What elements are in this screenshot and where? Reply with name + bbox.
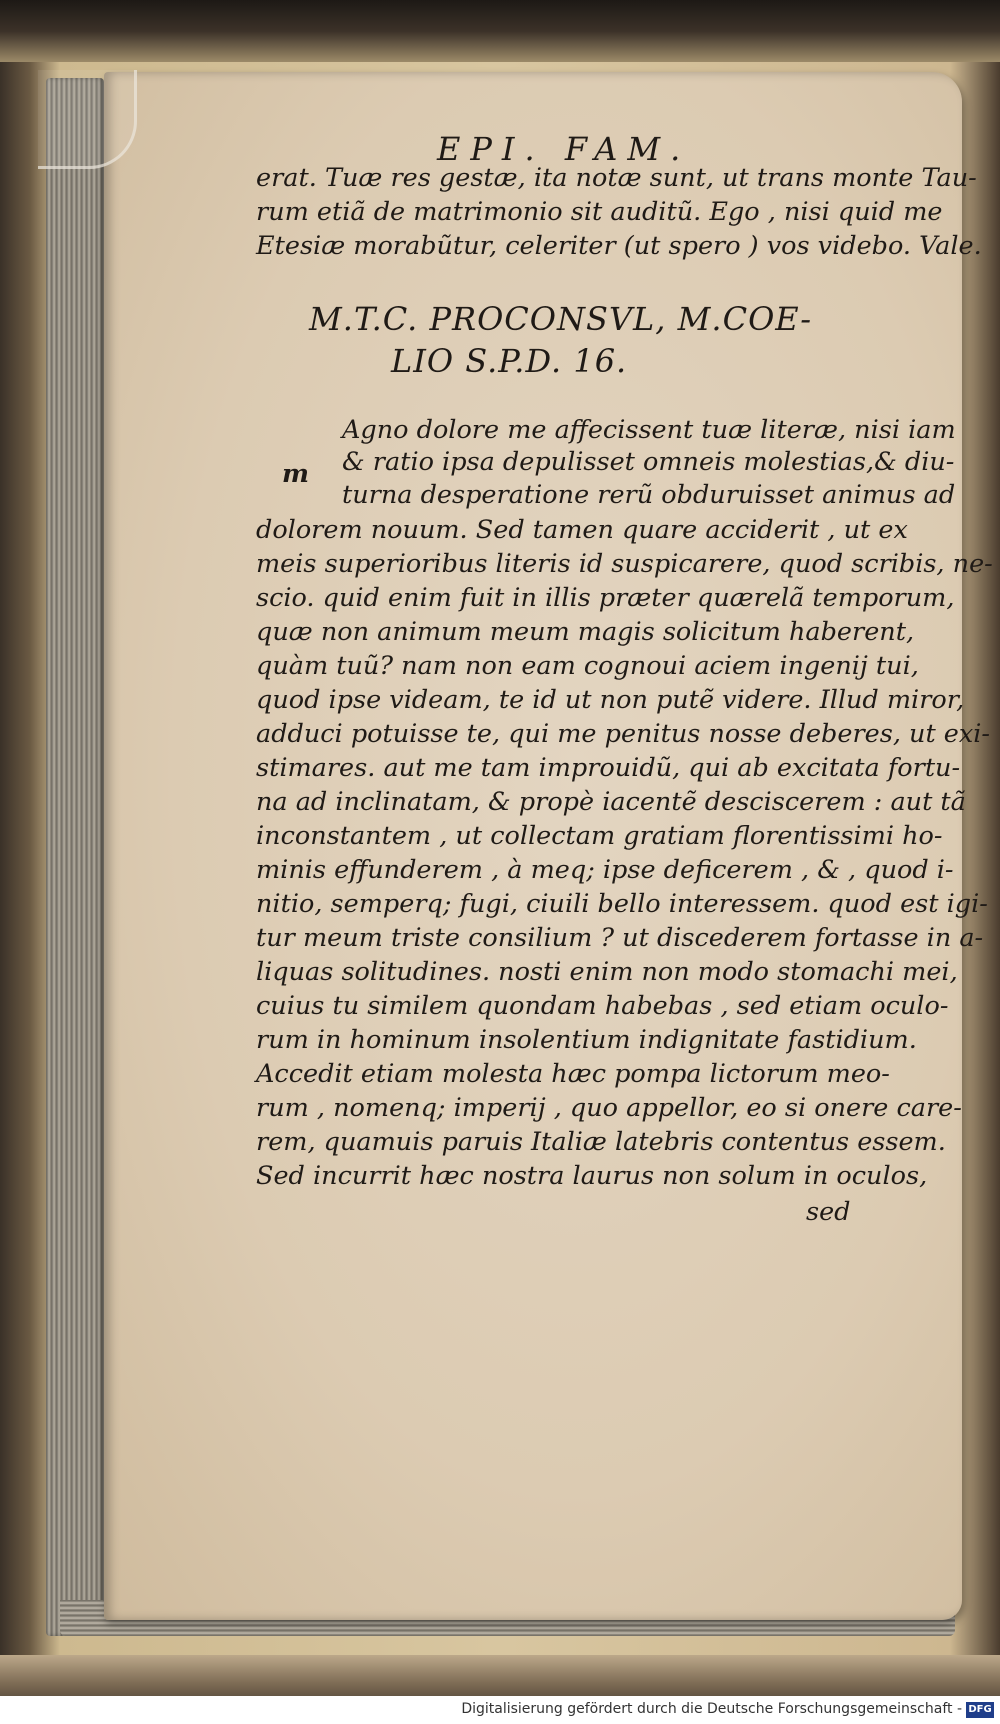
text-line: Sed incurrit hæc nostra laurus non solum in oculos, bbox=[256, 1161, 928, 1191]
text-line: erat. Tuæ res gestæ, ita notæ sunt, ut trans monte Tau- bbox=[256, 163, 977, 193]
text-line: scio. quid enim fuit in illis præter quærelã temporum, bbox=[256, 583, 955, 613]
text-line: rem, quamuis paruis Italiæ latebris contentus essem. bbox=[256, 1127, 946, 1157]
text-line: adduci potuisse te, qui me penitus nosse deberes, ut exi- bbox=[256, 719, 991, 749]
page-edges-left bbox=[46, 78, 104, 1636]
page-clip bbox=[38, 70, 137, 169]
text-line: Etesiæ morabũtur, celeriter (ut spero ) vos videbo. Vale. bbox=[256, 231, 982, 261]
text-line: quod ipse videam, te id ut non putẽ videre. Illud miror, bbox=[256, 685, 965, 715]
dfg-logo: DFG bbox=[966, 1702, 994, 1718]
text-line: quæ non animum meum magis solicitum haberent, bbox=[256, 617, 915, 647]
text-line: cuius tu similem quondam habebas , sed etiam oculo- bbox=[256, 991, 949, 1021]
digitization-credit: Digitalisierung gefördert durch die Deutsche Forschungsgemeinschaft - bbox=[461, 1701, 962, 1717]
text-line: na ad inclinatam, & propè iacentẽ desciscerem : aut tã bbox=[256, 787, 966, 817]
text-line: dolorem nouum. Sed tamen quare acciderit , ut ex bbox=[256, 515, 908, 545]
text-line: rum , nomenq; imperij , quo appellor, eo si onere care- bbox=[256, 1093, 962, 1123]
letter-heading-line: M.T.C. PROCONSVL, M.COE- bbox=[309, 300, 813, 338]
text-line: quàm tuũ? nam non eam cognoui aciem ingenij tui, bbox=[256, 651, 919, 681]
running-head: EPI. FAM. bbox=[437, 130, 691, 168]
text-line: inconstantem , ut collectam gratiam florentissimi ho- bbox=[256, 821, 943, 851]
text-line: nitio, semperq; fugi, ciuili bello interessem. quod est igi- bbox=[256, 889, 988, 919]
text-line: stimares. aut me tam improuidũ, qui ab excitata fortu- bbox=[256, 753, 961, 783]
text-line: rum in hominum insolentium indignitate fastidium. bbox=[256, 1025, 917, 1055]
text-line: liquas solitudines. nosti enim non modo stomachi mei, bbox=[256, 957, 958, 987]
text-line: Agno dolore me affecissent tuæ literæ, nisi iam bbox=[342, 415, 956, 445]
text-line: tur meum triste consilium ? ut discederem fortasse in a- bbox=[256, 923, 984, 953]
cover-board-top bbox=[0, 0, 1000, 62]
guide-letter: m bbox=[282, 459, 309, 489]
text-line: turna desperatione rerũ obduruisset animus ad bbox=[342, 480, 956, 510]
text-line: Accedit etiam molesta hæc pompa lictorum meo- bbox=[256, 1059, 890, 1089]
text-line: & ratio ipsa depulisset omneis molestias,& diu- bbox=[342, 447, 955, 477]
text-line: rum etiã de matrimonio sit auditũ. Ego , nisi quid me bbox=[256, 197, 943, 227]
catchword: sed bbox=[806, 1197, 851, 1227]
text-line: meis superioribus literis id suspicarere, quod scribis, ne- bbox=[256, 549, 993, 579]
text-line: minis effunderem , à meq; ipse deficerem , & , quod i- bbox=[256, 855, 954, 885]
letter-heading-line: LIO S.P.D. 16. bbox=[391, 342, 628, 380]
